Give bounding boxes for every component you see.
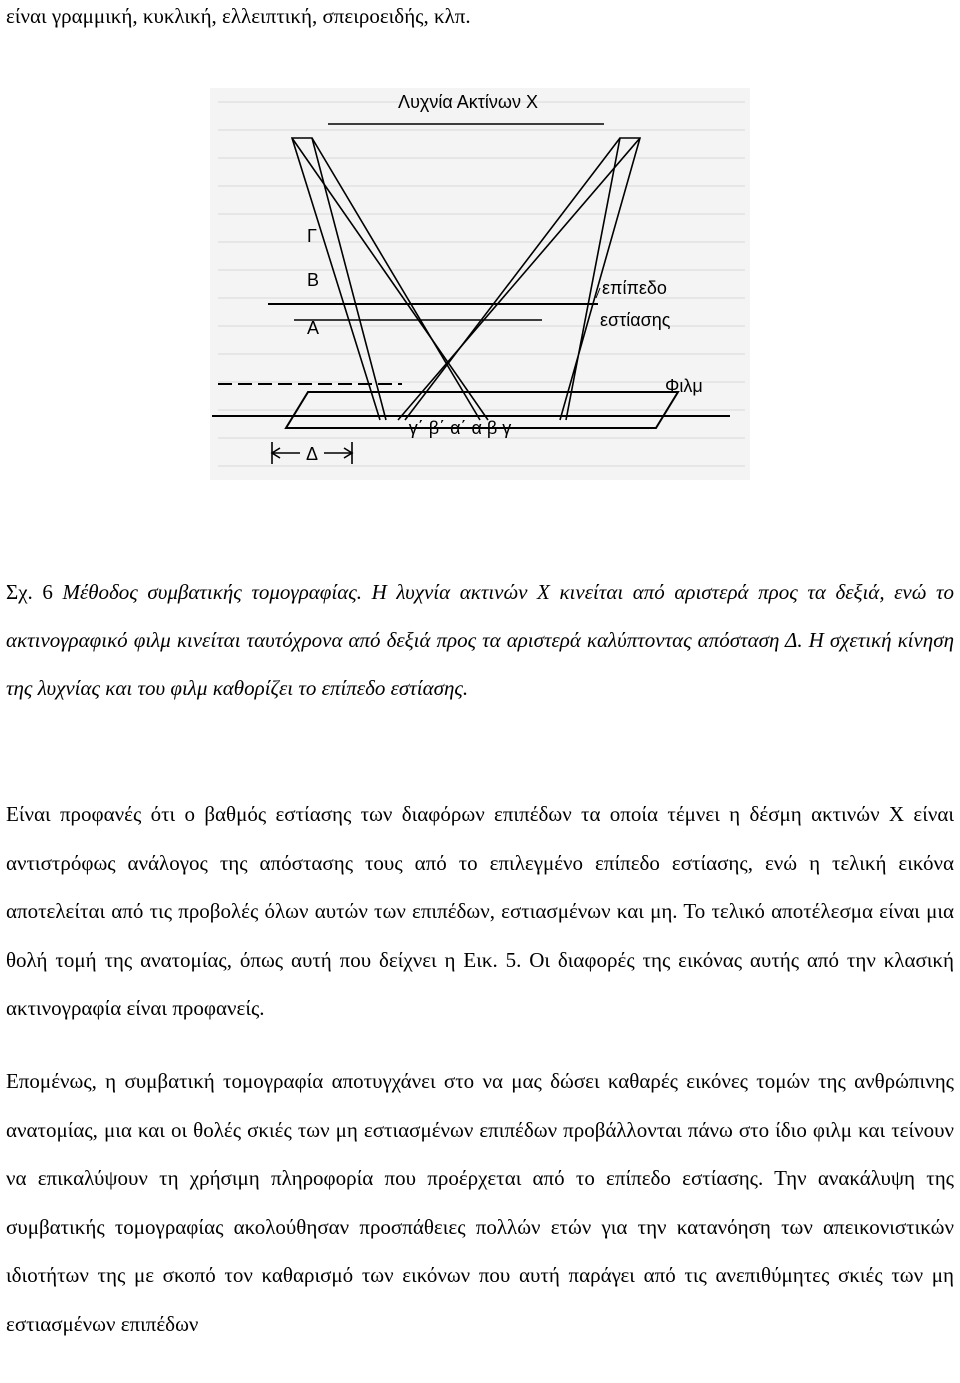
figure-caption: [6, 568, 954, 712]
top-text-line: είναι γραμμική, κυκλική, ελλειπτική, σπειροειδής, κλπ.: [6, 4, 471, 28]
paragraph-2: Επομένως, η συμβατική τομογραφία αποτυγχάνει στο να μας δώσει καθαρές εικόνες τομών της ανθρώπινης ανατομίας, μια και οι θολές σκιές των μη εστιασμένων επιπέδων προβάλλονται πάνω στο ίδιο φιλμ και τείνουν να επικαλύψουν τη χρήσιμη πληροφορία που προέρχεται από το επίπεδο εστίασης. Την ανακάλυψη της συμβατικής τομογραφίας ακολούθησαν προσπάθειες πολλών ετών για την κατανόηση των απεικονιστικών ιδιοτήτων της με σκοπό τον καθαρισμό των εικόνων που αυτή παράγει από τις ανεπιθύμητες σκιές των μη εστιασμένων επιπέδων: [6, 1069, 954, 1336]
distance-label: Δ: [305, 444, 319, 464]
caption-lead: Σχ. 6: [6, 580, 63, 604]
caption-italic-text: Η σχετική κίνηση της λυχνίας και του φιλμ καθορίζει το επίπεδο εστίασης.: [6, 628, 955, 700]
tomography-figure: [210, 88, 750, 480]
level-alpha-label: Α: [307, 318, 320, 338]
focal-plane-label-line2: εστίασης: [600, 310, 671, 330]
focal-plane-label-line1: επίπεδο: [602, 278, 667, 298]
tube-label: Λυχνία Ακτίνων Χ: [398, 92, 538, 112]
projection-labels: γ΄ β΄ α΄ α β γ: [408, 418, 512, 438]
level-gamma-label: Γ: [307, 226, 317, 246]
film-label: Φιλμ: [665, 376, 703, 396]
level-beta-label: Β: [307, 270, 320, 290]
tomography-diagram: [210, 88, 750, 480]
caption-text: Μέθοδος συμβατικής τομογραφίας. Η λυχνία ακτινών Χ κινείται από αριστερά προς τα δεξιά, ενώ το ακτινογραφικό φιλμ κινείται ταυτόχρονα από δεξιά προς τα αριστερά καλύπτοντας απόσταση Δ.: [6, 580, 954, 652]
paragraph-1: Είναι προφανές ότι ο βαθμός εστίασης των διαφόρων επιπέδων τα οποία τέμνει η δέσμη ακτινών Χ είναι αντιστρόφως ανάλογος της απόστασης τους από το επιλεγμένο επίπεδο εστίασης, ενώ η τελική εικόνα αποτελείται από τις προβολές όλων αυτών των επιπέδων, εστιασμένων και μη. Το τελικό αποτέλεσμα είναι μια θολή τομή της ανατομίας, όπως αυτή που δείχνει η Εικ. 5. Οι διαφορές της εικόνας αυτής από την κλασική ακτινογραφία είναι προφανείς.: [6, 802, 954, 1020]
